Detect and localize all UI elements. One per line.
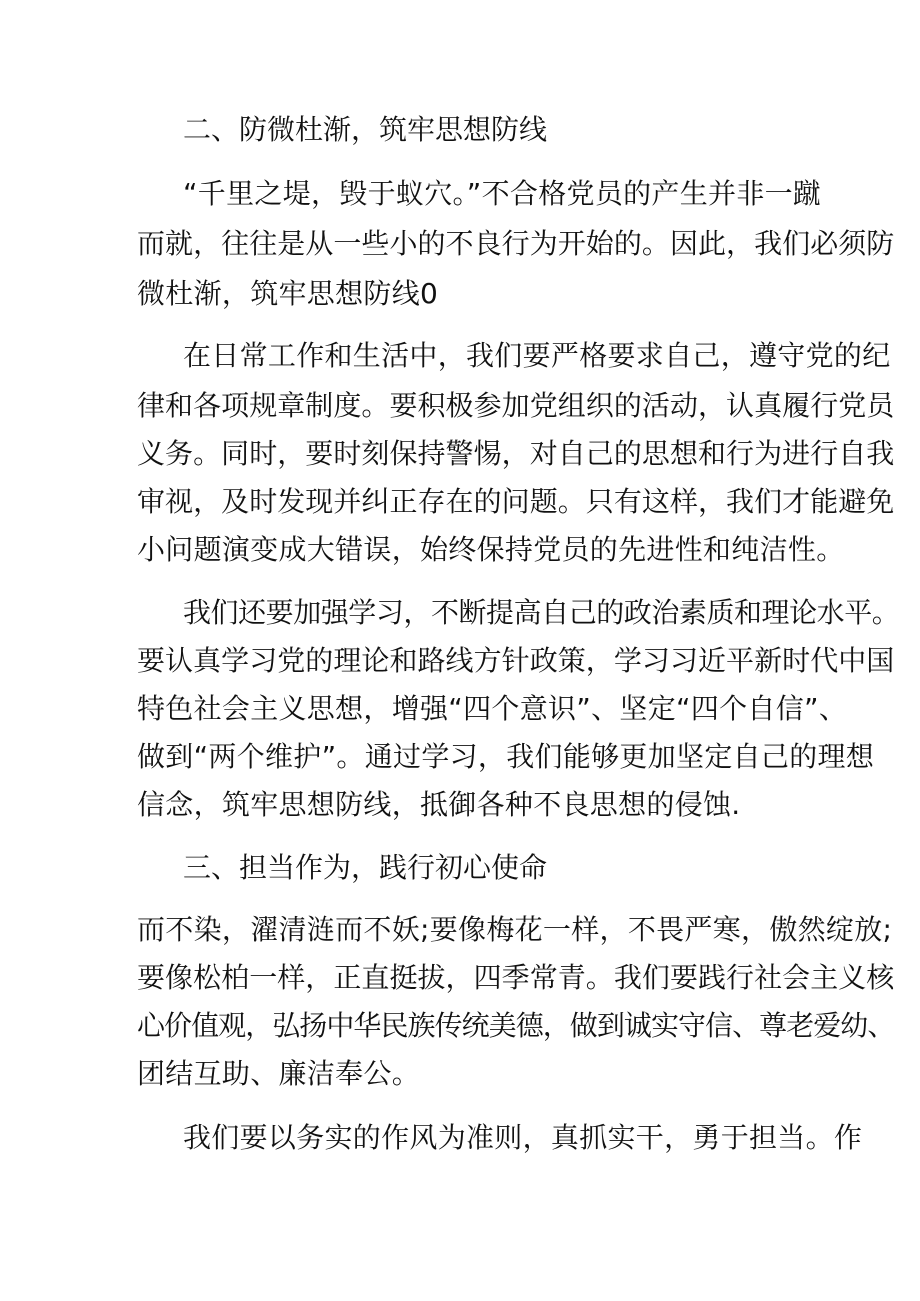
paragraph-4-line-1: 而不染，濯清涟而不妖;要像梅花一样，不畏严寒，傲然绽放; — [137, 913, 893, 946]
paragraph-4-line-2: 要像松柏一样，正直挺拔，四季常青。我们要践行社会主义核 — [137, 961, 895, 994]
paragraph-2-line-3: 义务。同时，要时刻保持警惕，对自己的思想和行为进行自我 — [137, 437, 895, 470]
paragraph-3-line-4: 做到“两个维护”。通过学习，我们能够更加坚定自己的理想 — [137, 740, 875, 773]
paragraph-3-line-5: 信念，筑牢思想防线，抵御各种不良思想的侵蚀. — [137, 788, 741, 821]
paragraph-1-line-3: 微杜渐，筑牢思想防线0 — [137, 277, 439, 310]
paragraph-2-line-4: 审视，及时发现并纠正存在的问题。只有这样，我们才能避免 — [137, 485, 895, 518]
paragraph-1-line-2: 而就，往往是从一些小的不良行为开始的。因此，我们必须防 — [137, 227, 895, 260]
paragraph-2-line-5: 小问题演变成大错误，始终保持党员的先进性和纯洁性。 — [137, 533, 845, 566]
section-heading-3: 三、担当作为，践行初心使命 — [183, 851, 548, 884]
paragraph-3-line-2: 要认真学习党的理论和路线方针政策，学习习近平新时代中国 — [137, 644, 895, 677]
paragraph-3-line-1: 我们还要加强学习，不断提高自己的政治素质和理论水平。 — [183, 596, 900, 629]
paragraph-2-line-1: 在日常工作和生活中，我们要严格要求自己，遵守党的纪 — [183, 339, 891, 372]
paragraph-2-line-2: 律和各项规章制度。要积极参加党组织的活动，认真履行党员 — [137, 389, 895, 422]
paragraph-3-line-3: 特色社会主义思想，增强“四个意识”、坚定“四个自信”、 — [137, 692, 848, 725]
section-heading-2: 二、防微杜渐，筑牢思想防线 — [183, 113, 548, 146]
paragraph-4-line-3: 心价值观，弘扬中华民族传统美德，做到诚实守信、尊老爱幼、 — [137, 1009, 895, 1042]
paragraph-1-line-1: “千里之堤，毁于蚁穴。”不合格党员的产生并非一蹴 — [183, 177, 822, 210]
paragraph-5-line-1: 我们要以务实的作风为准则，真抓实干，勇于担当。作 — [183, 1121, 863, 1154]
paragraph-4-line-4: 团结互助、廉洁奉公。 — [137, 1057, 421, 1090]
